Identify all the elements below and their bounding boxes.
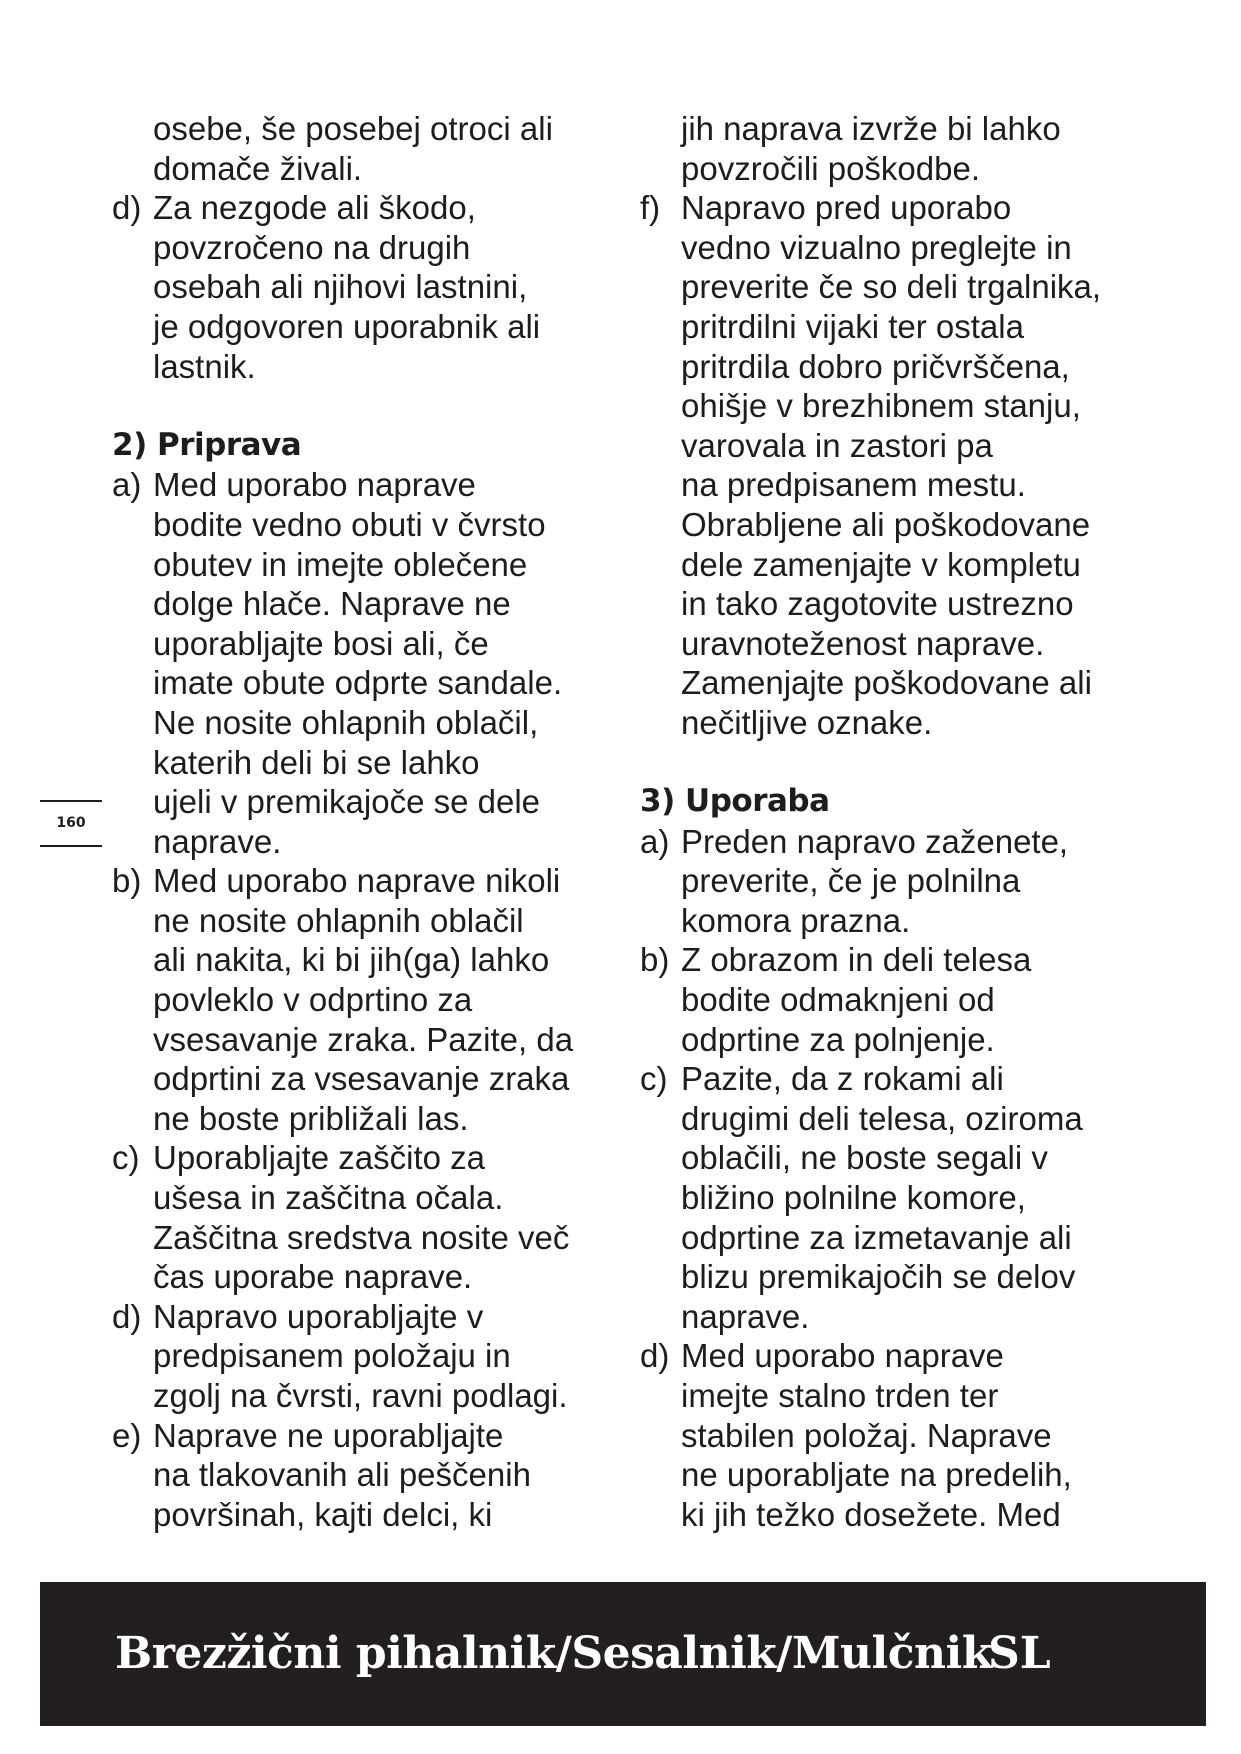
text-line: bodite vedno obuti v čvrsto [153, 505, 546, 543]
list-item-marker: f) [640, 189, 661, 227]
footer-title: Brezžični pihalnik/Sesalnik/Mulčnik [115, 1628, 992, 1679]
right-column [640, 109, 1150, 1534]
text-line: povzročili poškodbe. [681, 149, 980, 187]
text-line: predpisanem položaju in [153, 1337, 511, 1375]
list-item-marker: d) [112, 1297, 142, 1335]
text-line: pritrdilni vijaki ter ostala [681, 307, 1024, 345]
text-line: povzročeno na drugih [153, 228, 471, 266]
text-line: naprave. [681, 1297, 810, 1335]
text-line: čas uporabe naprave. [153, 1258, 473, 1296]
text-line: ki jih težko dosežete. Med [681, 1495, 1061, 1533]
left-column [112, 109, 612, 1534]
paragraph-spacer [640, 743, 1150, 783]
text-line: osebe, še posebej otroci ali [153, 110, 553, 147]
list-item-marker: d) [640, 1337, 670, 1375]
text-line: drugimi deli telesa, oziroma [681, 1099, 1083, 1137]
text-line: je odgovoren uporabnik ali [153, 307, 541, 345]
list-item-text: Med uporabo naprave [681, 1337, 1004, 1375]
text-line: Zamenjajte poškodovane ali [681, 664, 1092, 702]
text-line: preverite, če je polnilna [681, 862, 1021, 900]
text-line: osebah ali njihovi lastnini, [153, 268, 528, 306]
list-item [112, 1297, 612, 1337]
text-line: pritrdila dobro pričvrščena, [681, 347, 1070, 385]
section-heading: 2) Priprava [112, 426, 302, 463]
text-line: in tako zagotovite ustrezno [681, 585, 1074, 623]
text-line: Obrabljene ali poškodovane [681, 505, 1091, 543]
list-item-text: Uporabljajte zaščito za [153, 1139, 485, 1177]
list-item-marker: c) [112, 1139, 140, 1177]
text-line: ohišje v brezhibnem stanju, [681, 387, 1081, 425]
list-item [640, 822, 1150, 862]
list-item-marker: a) [112, 466, 142, 504]
list-item-marker: b) [112, 862, 142, 900]
text-line: domače živali. [153, 149, 363, 187]
text-line: jih naprava izvrže bi lahko [681, 110, 1061, 147]
text-line: dolge hlače. Naprave ne [153, 585, 511, 623]
list-item [640, 940, 1150, 980]
footer-bar [40, 1582, 1206, 1726]
text-line: ali nakita, ki bi jih(ga) lahko [153, 941, 550, 979]
text-line: ujeli v premikajoče se dele [153, 783, 541, 821]
list-item [640, 1336, 1150, 1376]
text-line: ušesa in zaščitna očala. [153, 1179, 504, 1217]
list-item-marker: d) [112, 189, 142, 227]
text-line: Zaščitna sredstva nosite več [153, 1218, 570, 1256]
text-line: preverite če so deli trgalnika, [681, 268, 1102, 306]
list-item [640, 188, 1150, 228]
text-line: stabilen položaj. Naprave [681, 1416, 1052, 1454]
paragraph-spacer [112, 386, 612, 426]
footer-language-code: SL [988, 1628, 1051, 1679]
text-line: imejte stalno trden ter [681, 1377, 999, 1414]
list-item [112, 188, 612, 228]
page-number: 160 [40, 800, 102, 847]
text-line: odprtini za vsesavanje zraka [153, 1060, 570, 1098]
list-item-text: Z obrazom in deli telesa [681, 941, 1032, 979]
text-line: bodite odmaknjeni od [681, 981, 995, 1019]
list-item [640, 1059, 1150, 1099]
text-line: odprtine za polnjenje. [681, 1020, 995, 1058]
text-line: dele zamenjajte v kompletu [681, 545, 1081, 583]
text-line: povleklo v odprtino za [153, 981, 473, 1019]
text-line: Ne nosite ohlapnih oblačil, [153, 703, 539, 741]
text-line: oblačili, ne boste segali v [681, 1139, 1048, 1177]
text-line: na predpisanem mestu. [681, 466, 1026, 504]
text-line: obutev in imejte oblečene [153, 545, 528, 583]
list-item [112, 465, 612, 505]
section-heading: 3) Uporaba [640, 783, 830, 820]
text-line: katerih deli bi se lahko [153, 743, 480, 781]
text-line: površinah, kajti delci, ki [153, 1495, 493, 1533]
text-line: uravnoteženost naprave. [681, 624, 1045, 662]
text-line: komora prazna. [681, 901, 911, 939]
list-item-text: Preden napravo zaženete, [681, 822, 1069, 860]
list-item-text: Med uporabo naprave nikoli [153, 862, 561, 900]
list-item-text: Naprave ne uporabljajte [153, 1416, 504, 1454]
list-item-marker: e) [112, 1416, 142, 1454]
text-line: ne boste približali las. [153, 1099, 469, 1137]
list-item-marker: c) [640, 1060, 668, 1098]
list-item-text: Napravo uporabljajte v [153, 1297, 484, 1335]
text-line: zgolj na čvrsti, ravni podlagi. [153, 1377, 568, 1414]
text-line: naprave. [153, 822, 282, 860]
text-line: odprtine za izmetavanje ali [681, 1218, 1072, 1256]
text-line: imate obute odprte sandale. [153, 664, 563, 702]
list-item-text: Za nezgode ali škodo, [153, 189, 476, 227]
text-line: vedno vizualno preglejte in [681, 228, 1072, 266]
text-line: vsesavanje zraka. Pazite, da [153, 1020, 574, 1058]
list-item-text: Pazite, da z rokami ali [681, 1060, 1004, 1098]
text-line: varovala in zastori pa [681, 426, 993, 464]
text-line: lastnik. [153, 347, 256, 385]
text-line: blizu premikajočih se delov [681, 1258, 1076, 1296]
list-item-text: Med uporabo naprave [153, 466, 476, 504]
list-item [112, 861, 612, 901]
list-item-marker: a) [640, 822, 670, 860]
list-item-text: Napravo pred uporabo [681, 189, 1012, 227]
list-item-marker: b) [640, 941, 670, 979]
text-line: bližino polnilne komore, [681, 1179, 1026, 1217]
text-line: nečitljive oznake. [681, 703, 933, 741]
text-line: ne nosite ohlapnih oblačil [153, 901, 524, 939]
text-line: na tlakovanih ali peščenih [153, 1456, 531, 1494]
text-line: uporabljajte bosi ali, če [153, 624, 489, 662]
list-item [112, 1138, 612, 1178]
text-line: ne uporabljate na predelih, [681, 1456, 1072, 1494]
list-item [112, 1416, 612, 1456]
